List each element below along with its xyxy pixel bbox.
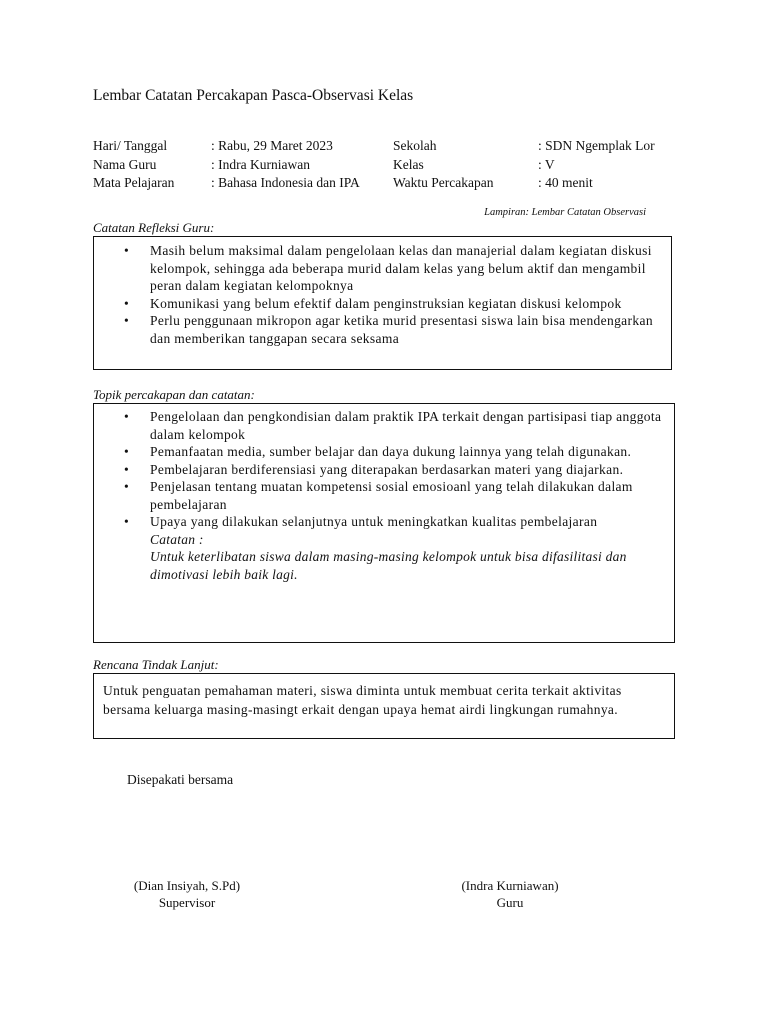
school-value: : SDN Ngemplak Lor xyxy=(538,138,655,153)
topics-label: Topik percakapan dan catatan: xyxy=(93,387,255,402)
followup-label: Rencana Tindak Lanjut: xyxy=(93,657,219,672)
teacher-value: : Indra Kurniawan xyxy=(211,156,310,172)
list-item xyxy=(94,478,674,513)
teacher-signature xyxy=(430,877,590,911)
reflection-box xyxy=(93,236,672,370)
subject-label: Mata Pelajaran xyxy=(93,175,175,190)
topics-note-text: Untuk keterlibatan siswa dalam masing-masing kelompok untuk bisa difasilitasi dan dimotivasi lebih baik lagi. xyxy=(150,549,627,582)
subject-value: : Bahasa Indonesia dan IPA xyxy=(211,175,360,190)
list-item-text: Upaya yang dilakukan selanjutnya untuk meningkatkan kualitas pembelajaran xyxy=(150,514,598,529)
teacher-label: Nama Guru xyxy=(93,156,157,172)
supervisor-name: (Dian Insiyah, S.Pd) xyxy=(133,878,241,893)
duration-label: Waktu Percakapan xyxy=(393,175,494,190)
list-item-text: Pembelajaran berdiferensiasi yang diterapakan berdasarkan materi yang diajarkan. xyxy=(150,461,624,477)
list-item-text: Pengelolaan dan pengkondisian dalam praktik IPA terkait dengan partisipasi tiap anggota dalam kelompok xyxy=(150,409,662,442)
bullet-icon: • xyxy=(124,313,130,328)
list-item xyxy=(94,242,671,295)
bullet-icon: • xyxy=(124,243,130,258)
list-item xyxy=(94,513,674,531)
teacher-role: Guru xyxy=(496,895,524,910)
topics-note-label: Catatan : xyxy=(150,531,204,547)
class-value: : V xyxy=(538,156,555,172)
list-item xyxy=(94,408,674,443)
document-title: Lembar Catatan Percakapan Pasca-Observasi Kelas xyxy=(93,87,414,104)
list-item-text: Perlu penggunaan mikropon agar ketika murid presentasi siswa lain bisa mendengarkan dan memberikan tanggapan secara seksama xyxy=(150,313,653,346)
bullet-icon: • xyxy=(124,295,130,311)
followup-box xyxy=(93,673,675,739)
class-label: Kelas xyxy=(393,156,424,172)
list-item-text: Komunikasi yang belum efektif dalam penginstruksian kegiatan diskusi kelompok xyxy=(150,295,622,311)
topics-box xyxy=(93,403,675,643)
bullet-icon: • xyxy=(124,514,130,529)
date-value: : Rabu, 29 Maret 2023 xyxy=(211,138,333,153)
list-item xyxy=(94,312,671,347)
list-item xyxy=(94,461,674,479)
bullet-icon: • xyxy=(124,409,130,424)
agreement-text: Disepakati bersama xyxy=(127,772,234,787)
list-item xyxy=(94,443,674,461)
duration-value: : 40 menit xyxy=(538,175,593,190)
followup-text: Untuk penguatan pemahaman materi, siswa diminta untuk membuat cerita terkait aktivitas bersama keluarga masing-masingt erkait dengan upaya hemat airdi lingkungan rumahnya. xyxy=(103,683,622,717)
list-item-text: Pemanfaatan media, sumber belajar dan daya dukung lainnya yang telah digunakan. xyxy=(150,444,632,459)
attachment-note: Lampiran: Lembar Catatan Observasi xyxy=(484,207,646,218)
reflection-list xyxy=(94,242,671,347)
bullet-icon: • xyxy=(124,444,130,459)
bullet-icon: • xyxy=(124,479,130,494)
supervisor-role: Supervisor xyxy=(158,895,216,910)
teacher-name: (Indra Kurniawan) xyxy=(461,878,559,893)
bullet-icon: • xyxy=(124,461,130,477)
date-label: Hari/ Tanggal xyxy=(93,138,168,153)
reflection-label: Catatan Refleksi Guru: xyxy=(93,220,215,235)
list-item-text: Penjelasan tentang muatan kompetensi sosial emosioanl yang telah dilakukan dalam pembelajaran xyxy=(150,479,633,512)
school-label: Sekolah xyxy=(393,138,437,153)
supervisor-signature xyxy=(107,877,267,911)
topics-list xyxy=(94,408,674,531)
list-item xyxy=(94,295,671,313)
list-item-text: Masih belum maksimal dalam pengelolaan kelas dan manajerial dalam kegiatan diskusi kelompok, sehingga ada beberapa murid dalam kelas yang belum aktif dan mengambil peran dalam kegiatan kelompoknya xyxy=(150,243,652,293)
